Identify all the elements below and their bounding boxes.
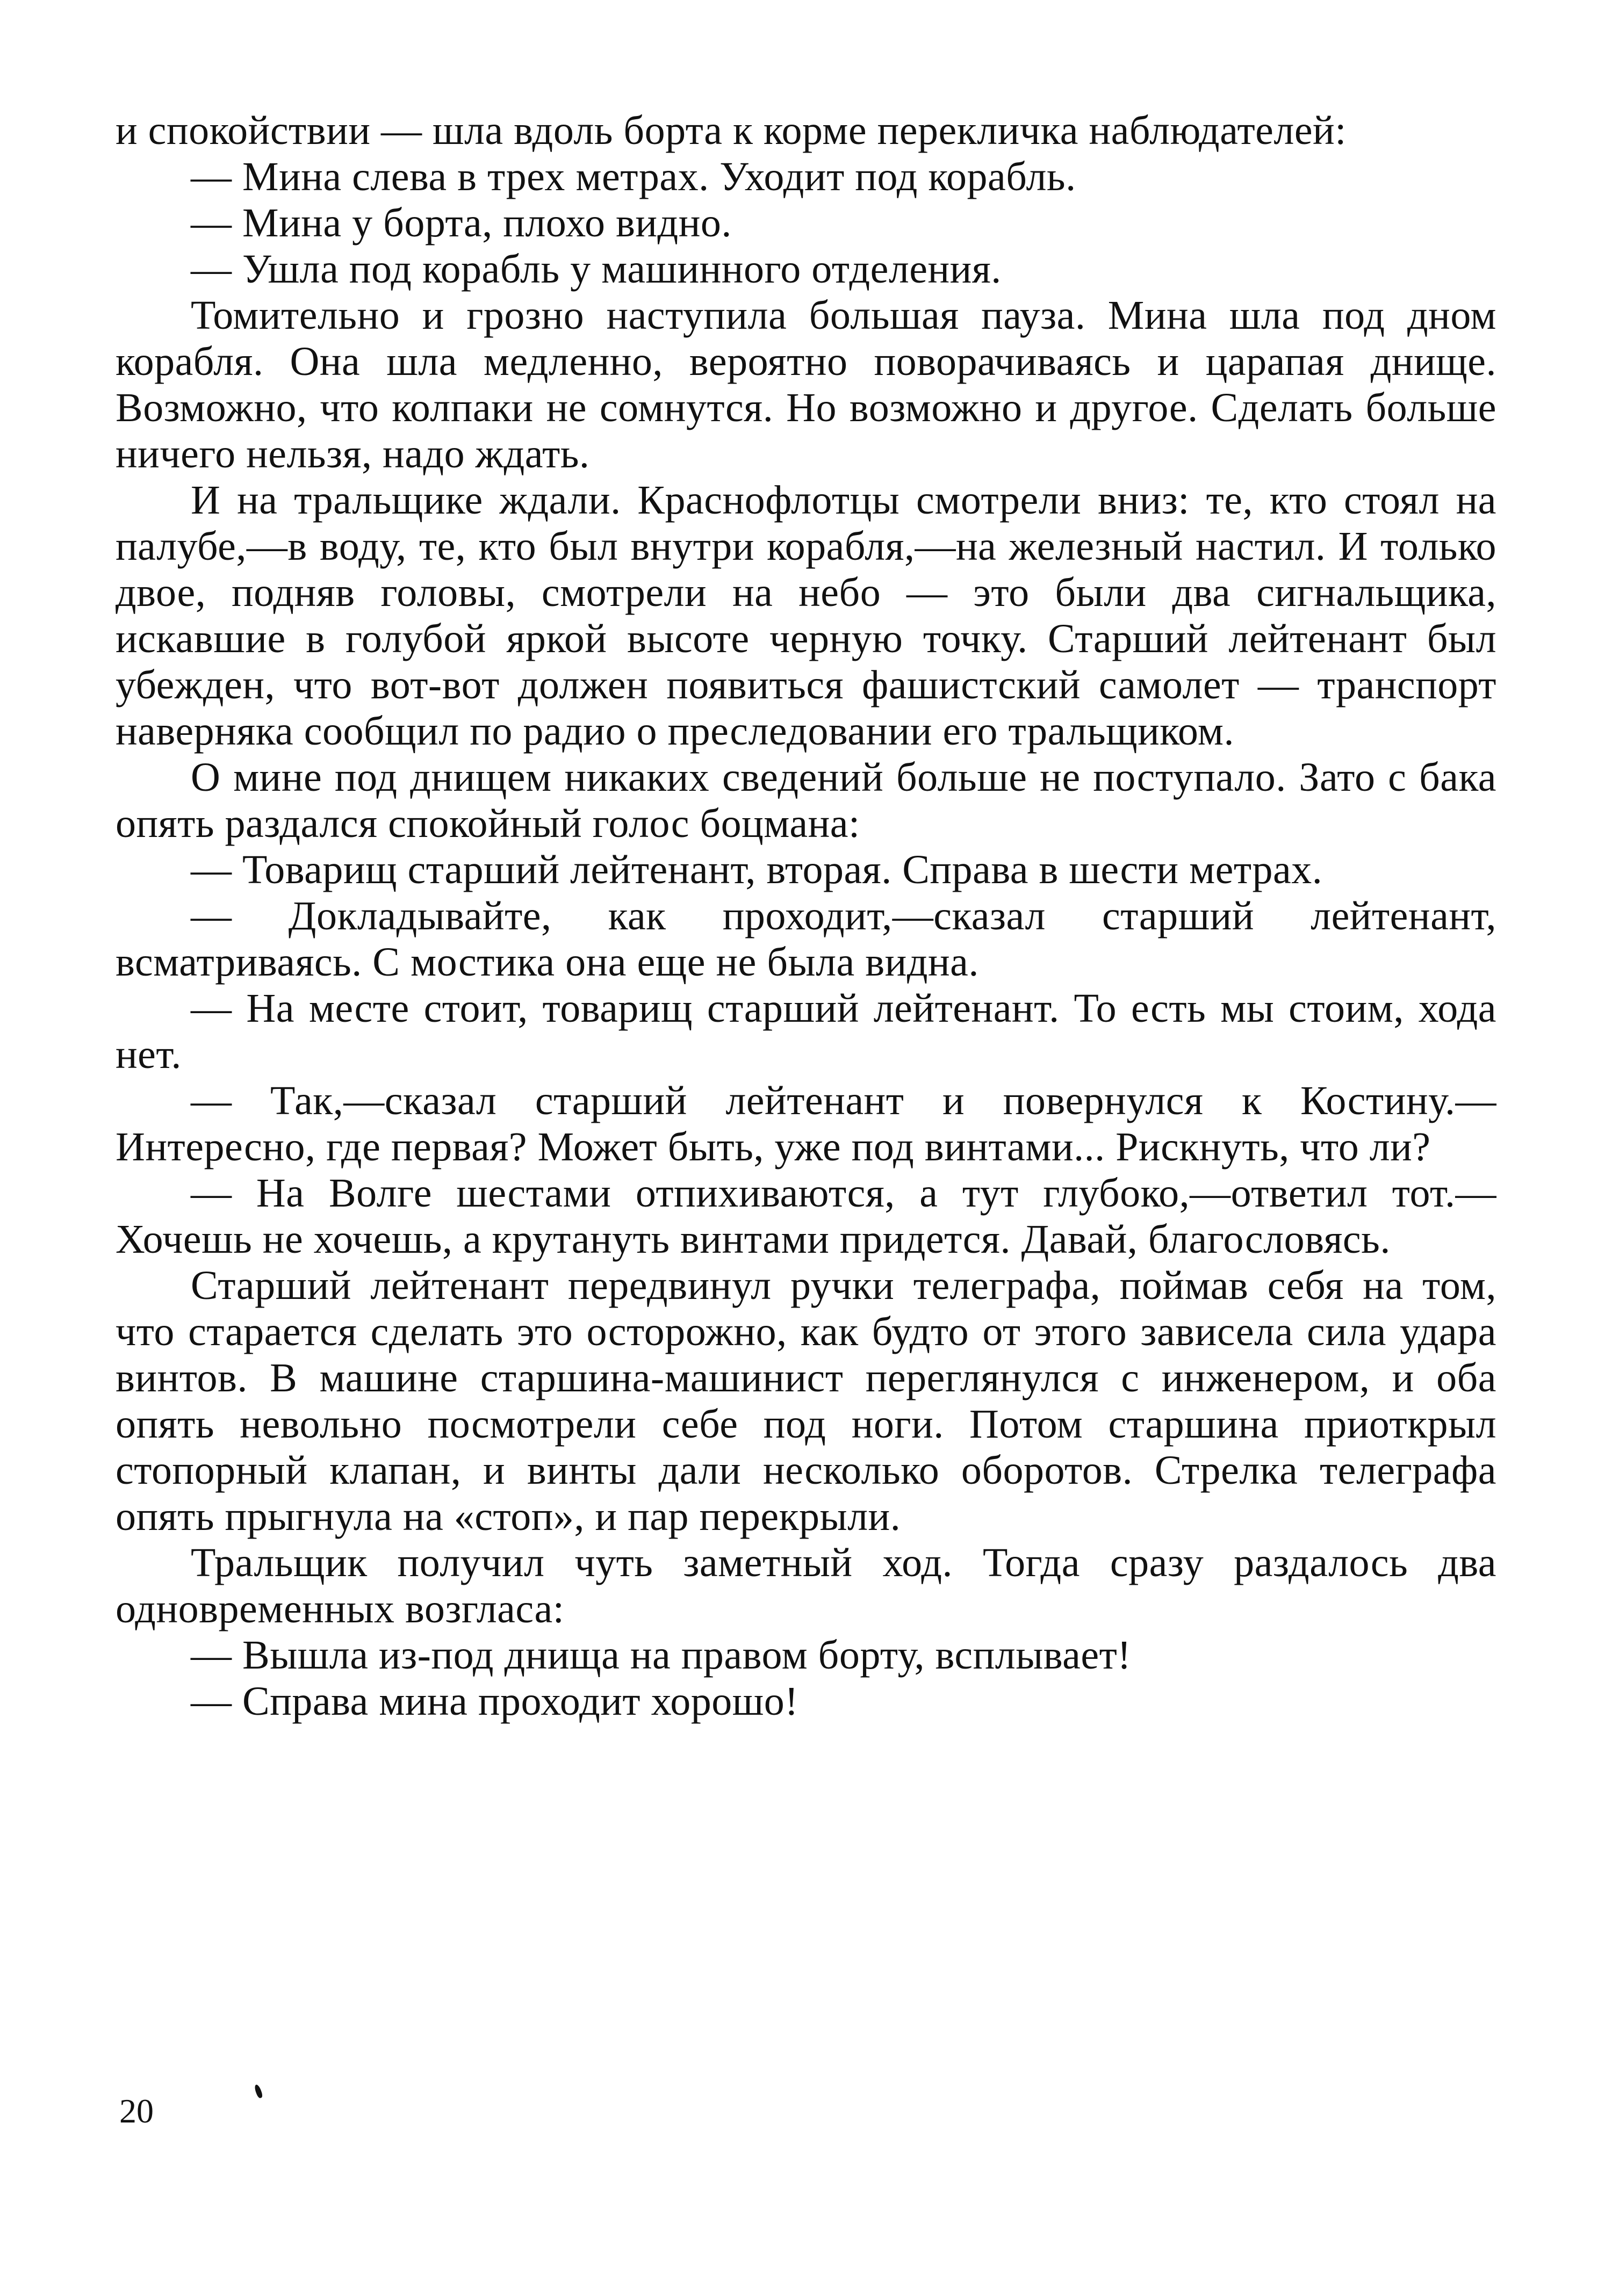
page-number: 20 <box>119 2092 154 2130</box>
paragraph: — Докладывайте, как проходит,—сказал старший лейтенант, всматриваясь. С мостика она еще не была видна. <box>116 893 1496 985</box>
paragraph: и спокойствии — шла вдоль борта к корме перекличка наблюдателей: <box>116 108 1347 153</box>
paragraph: — Ушла под корабль у машинного отделения. <box>191 247 1002 292</box>
paragraph: — Так,—сказал старший лейтенант и повернулся к Костину.—Интересно, где первая? Может быть, уже под винтами... Рискнуть, что ли? <box>116 1078 1496 1169</box>
paragraph: — Мина слева в трех метрах. Уходит под корабль. <box>191 154 1076 199</box>
print-speck <box>254 2084 263 2099</box>
paragraph: — На Волге шестами отпихиваются, а тут глубоко,—ответил тот.—Хочешь не хочешь, а крутануть винтами придется. Давай, благословясь. <box>116 1171 1496 1262</box>
paragraph: О мине под днищем никаких сведений больше не поступало. Зато с бака опять раздался спокойный голос боцмана: <box>116 755 1496 846</box>
paragraph: Тральщик получил чуть заметный ход. Тогда сразу раздалось два одновременных возгласа: <box>116 1540 1496 1631</box>
paragraph: Старший лейтенант передвинул ручки телеграфа, поймав себя на том, что старается сделать это осторожно, как будто от этого зависела сила удара винтов. В машине старшина-машинист переглянулся с инженером, и оба опять невольно посмотрели себе под ноги. Потом старшина приоткрыл стопорный клапан, и винты дали несколько оборотов. Стрелка телеграфа опять прыгнула на «стоп», и пар перекрыли. <box>116 1263 1496 1539</box>
paragraph: — Вышла из-под днища на правом борту, всплывает! <box>191 1633 1132 1678</box>
paragraph: — На месте стоит, товарищ старший лейтенант. То есть мы стоим, хода нет. <box>116 986 1496 1077</box>
paragraph: — Товарищ старший лейтенант, вторая. Справа в шести метрах. <box>191 847 1323 892</box>
paragraph: И на тральщике ждали. Краснофлотцы смотрели вниз: те, кто стоял на палубе,—в воду, те, кто был внутри корабля,—на железный настил. И только двое, подняв головы, смотрели на небо — это были два сигнальщика, искавшие в голубой яркой высоте черную точку. Старший лейтенант был убежден, что вот-вот должен появиться фашистский самолет — транспорт наверняка сообщил по радио о преследовании его тральщиком. <box>116 478 1496 754</box>
paragraph: — Справа мина проходит хорошо! <box>191 1679 799 1724</box>
paragraph: — Мина у борта, плохо видно. <box>191 200 732 246</box>
page-text <box>116 107 1496 1724</box>
paragraph: Томительно и грозно наступила большая пауза. Мина шла под дном корабля. Она шла медленно, вероятно поворачиваясь и царапая днище. Возможно, что колпаки не сомнутся. Но возможно и другое. Сделать больше ничего нельзя, надо ждать. <box>116 293 1496 476</box>
